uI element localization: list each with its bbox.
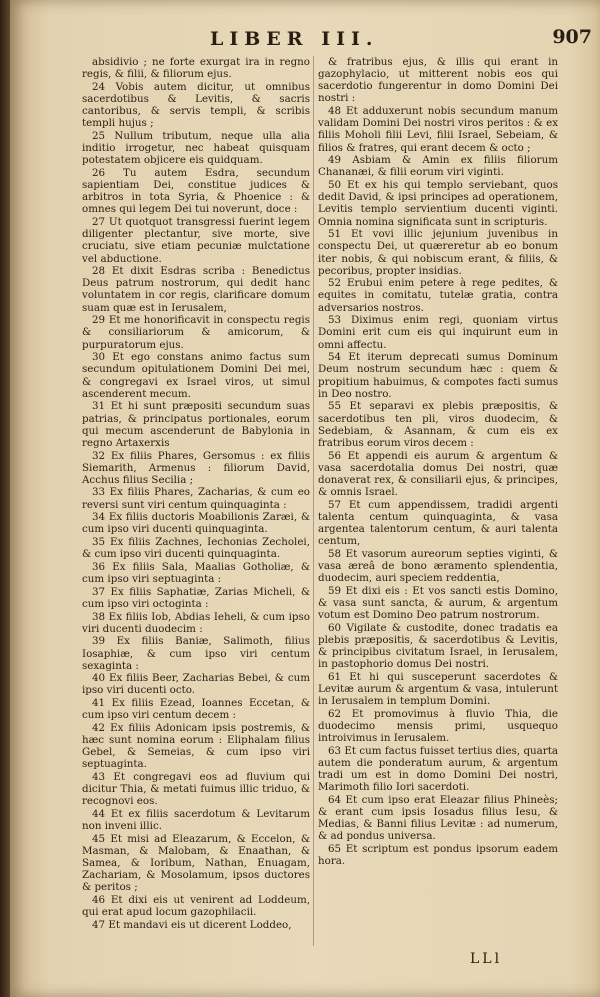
verse-paragraph: 61 Et hi qui susceperunt sacerdotes & Levitæ aurum & argentum & vasa, intulerunt in Ierusalem in templum Domini. <box>318 670 558 708</box>
verse-paragraph: absidivio ; ne forte exurgat ira in regno regis, & filii, & filiorum ejus. <box>82 56 310 81</box>
verse-paragraph: 59 Et dixi eis : Et vos sancti estis Domino, & vasa sunt sancta, & aurum, & argentum votum est Domino Deo patrum nostrorum. <box>318 584 558 622</box>
column-divider <box>313 56 314 946</box>
running-title: LIBER III. <box>210 28 379 50</box>
verse-paragraph: 36 Ex filiis Sala, Maalias Gotholiæ, & cum ipso viri septuaginta : <box>82 560 310 586</box>
verse-paragraph: 57 Et cum appendissem, tradidi argenti talenta centum quinquaginta, & vasa argentea talentorum centum, & auri talenta centum, <box>318 498 558 548</box>
verse-paragraph: 64 Et cum ipso erat Eleazar filius Phineès; & erant cum ipsis Iosadus filius Iesu, & Medias, & Banni filius Levitæ : ad numerum, & ad pondus universa. <box>318 793 558 843</box>
verse-paragraph: 44 Et ex filiis sacerdotum & Levitarum non inveni illic. <box>82 808 310 833</box>
verse-paragraph: 41 Ex filiis Ezead, Ioannes Eccetan, & cum ipso viri centum decem : <box>82 697 310 722</box>
verse-paragraph: 60 Vigilate & custodite, donec tradatis ea plebis præpositis, & sacerdotibus & Levitis, & principibus civitatum Israel, in Ierusalem, in pastophorio domus Dei nostri. <box>318 621 558 671</box>
verse-paragraph: 27 Ut quotquot transgressi fuerint legem diligenter plectantur, sive morte, sive cruciatu, sive etiam pecuniæ mulctatione vel abductione. <box>82 216 310 265</box>
verse-paragraph: 54 Et iterum deprecati sumus Dominum Deum nostrum secundum hæc : quem & propitium habuimus, & compotes facti sumus in Deo nostro. <box>318 351 558 400</box>
verse-paragraph: 53 Diximus enim regi, quoniam virtus Domini erit cum eis qui inquirunt eum in omni affectu. <box>318 314 558 351</box>
verse-paragraph: 28 Et dixit Esdras scriba : Benedictus Deus patrum nostrorum, qui dedit hanc voluntatem in cor regis, clarificare domum suam quæ est in Ierusalem, <box>82 265 310 314</box>
verse-paragraph: 24 Vobis autem dicitur, ut omnibus sacerdotibus & Levitis, & sacris cantoribus, & servis templi, & scribis templi hujus ; <box>82 80 310 130</box>
verse-paragraph: 43 Et congregavi eos ad fluvium qui dicitur Thia, & metati fuimus illic triduo, & recognovi eos. <box>82 771 310 808</box>
verse-paragraph: 37 Ex filiis Saphatiæ, Zarias Micheli, & cum ipso viri octoginta : <box>82 585 310 610</box>
verse-paragraph: 34 Ex filiis ductoris Moabilionis Zaræi, & cum ipso viri ducenti quinquaginta. <box>82 511 310 536</box>
verse-paragraph: & fratribus ejus, & illis qui erant in gazophylacio, ut mitterent nobis eos qui sacerdotio fungerentur in domo Domini Dei nostri : <box>318 56 558 105</box>
verse-paragraph: 52 Erubui enim petere à rege pedites, & equites in comitatu, tutelæ gratia, contra adversarios nostros. <box>318 277 558 314</box>
verse-paragraph: 56 Et appendi eis aurum & argentum & vasa sacerdotalia domus Dei nostri, quæ donaverat rex, & consiliarii ejus, & principes, & omnis Israel. <box>318 449 558 498</box>
verse-paragraph: 47 Et mandavi eis ut dicerent Loddeo, <box>92 918 292 931</box>
verse-paragraph: 33 Ex filiis Phares, Zacharias, & cum eo reversi sunt viri centum quinquaginta : <box>82 486 310 511</box>
verse-paragraph: 40 Ex filiis Beer, Zacharias Bebei, & cum ipso viri ducenti octo. <box>82 672 310 697</box>
left-text-column <box>82 56 310 956</box>
verse-paragraph: 32 Ex filiis Phares, Gersomus : ex filiis Siemarith, Armenus : filiorum David, Acchus filius Secilia ; <box>82 449 310 486</box>
verse-paragraph: 63 Et cum factus fuisset tertius dies, quarta autem die ponderatum aurum, & argentum tradi um est in domo Domini Dei nostri, Marimoth filio Iori sacerdoti. <box>318 744 558 794</box>
verse-paragraph: 25 Nullum tributum, neque ulla alia inditio irrogetur, nec habeat quisquam potestatem objicere eis quidquam. <box>82 129 310 167</box>
verse-paragraph: 35 Ex filiis Zachnes, Iechonias Zecholei, & cum ipso viri ducenti quinquaginta. <box>82 536 310 561</box>
page-number: 907 <box>552 26 592 48</box>
verse-paragraph: 58 Et vasorum aureorum septies viginti, & vasa æreâ de bono æramento splendentia, duodecim, auri speciem reddentia, <box>318 547 558 585</box>
verse-paragraph: 29 Et me honorificavit in conspectu regis & consiliariorum & amicorum, & purpuratorum ejus. <box>82 314 310 351</box>
verse-paragraph: 30 Et ego constans animo factus sum secundum opitulationem Domini Dei mei, & congregavi ex Israel viros, ut simul ascenderent mecum. <box>82 351 310 400</box>
verse-paragraph: 26 Tu autem Esdra, secundum sapientiam Dei, constitue judices & arbitros in tota Syria, & Phoenice : & omnes qui legem Dei tui noverunt, doce : <box>82 166 310 216</box>
verse-paragraph: 38 Ex filiis Iob, Abdias Ieheli, & cum ipso viri ducenti duodecim : <box>82 610 310 635</box>
verse-paragraph: 31 Et hi sunt præpositi secundum suas patrias, & principatus portionales, eorum qui mecum ascenderunt de Babylonia in regno Artaxerxis <box>82 400 310 449</box>
verse-paragraph: 49 Asbiam & Amin ex filiis filiorum Chananæi, & filii eorum viri viginti. <box>318 154 558 179</box>
verse-paragraph: 62 Et promovimus à fluvio Thia, die duodecimo mensis primi, usquequo introivimus in Ierusalem. <box>318 707 558 745</box>
verse-paragraph: 50 Et ex his qui templo serviebant, quos dedit David, & ipsi principes ad operationem, Levitis templo servientium ducenti viginti. Omnia nomina significata sunt in scripturis. <box>318 179 558 228</box>
verse-paragraph: 39 Ex filiis Baniæ, Salimoth, filius Iosaphiæ, & cum ipso viri centum sexaginta : <box>82 635 310 672</box>
verse-paragraph: 65 Et scriptum est pondus ipsorum eadem hora. <box>318 843 558 868</box>
verse-paragraph: 48 Et adduxerunt nobis secundum manum validam Domini Dei nostri viros peritos : & ex filiis Moholi filii Levi, filii Israel, Sebeiam, & filios & fratres, qui erant decem & octo ; <box>318 105 558 154</box>
verse-paragraph: 55 Et separavi ex plebis præpositis, & sacerdotibus ten pli, viros duodecim, & Sedebiam, & Asannam, & cum eis ex fratribus eorum viros decem : <box>318 400 558 449</box>
verse-paragraph: 46 Et dixi eis ut venirent ad Loddeum, qui erat apud locum gazophilacii. <box>82 894 310 919</box>
right-text-column <box>318 56 558 956</box>
signature-mark: LLl <box>470 951 503 967</box>
verse-paragraph: 51 Et vovi illic jejunium juvenibus in conspectu Dei, ut quæreretur ab eo bonum iter nobis, & qui nobiscum erant, & filiis, & pecoribus, propter insidias. <box>318 228 558 277</box>
page-header <box>210 28 600 52</box>
verse-paragraph: 45 Et misi ad Eleazarum, & Eccelon, & Masman, & Malobam, & Enaathan, & Samea, & Ioribum, Nathan, Enuagam, Zachariam, & Mosolamum, ipsos ductores & peritos ; <box>82 832 310 894</box>
verse-paragraph: 42 Ex filiis Adonicam ipsis postremis, & hæc sunt nomina eorum : Eliphalam filius Gebel, & Semeias, & cum ipso viri septuaginta. <box>82 721 310 771</box>
